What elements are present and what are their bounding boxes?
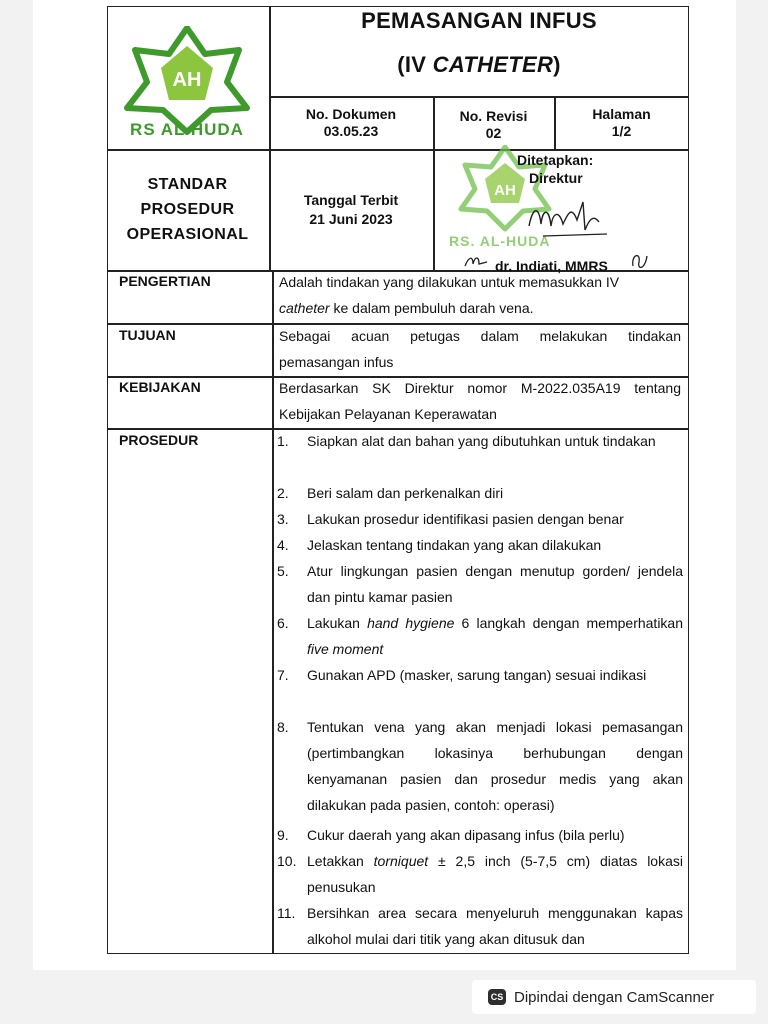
procedure-step: 1. Siapkan alat dan bahan yang dibutuhkan untuk tindakan	[277, 433, 656, 449]
procedure-step: 11. Bersihkan area secara menyeluruh menggunakan kapas alkohol mulai dari titik yang akan ditusuk dan	[277, 905, 683, 947]
doc-number-label: No. Dokumen	[305, 106, 397, 122]
procedure-step: 6. Lakukan hand hygiene 6 langkah dengan memperhatikan five moment	[277, 615, 683, 657]
procedure-step: 8. Tentukan vena yang akan menjadi lokasi pemasangan (pertimbangkan lokasinya berhubungan dengan kenyamanan pasien dan prosedur medis yang akan dilakukan pada pasien, contoh: operasi)	[277, 719, 683, 813]
pengertian-text: Adalah tindakan yang dilakukan untuk memasukkan IV catheter ke dalam pembuluh darah vena.	[279, 274, 620, 316]
procedure-step: 3. Lakukan prosedur identifikasi pasien dengan benar	[277, 511, 624, 527]
svg-text:AH: AH	[172, 69, 202, 91]
director-signature	[523, 196, 613, 242]
page-value: 1/2	[611, 123, 632, 139]
pengertian-label: PENGERTIAN	[119, 273, 211, 289]
svg-text:AH: AH	[494, 182, 516, 199]
camscanner-watermark	[472, 980, 756, 1014]
procedure-step: 2. Beri salam dan perkenalkan diri	[277, 485, 504, 501]
kebijakan-text: Berdasarkan SK Direktur nomor M-2022.035A19 tentang Kebijakan Pelayanan Keperawatan	[279, 380, 681, 422]
procedure-step: 5. Atur lingkungan pasien dengan menutup gorden/ jendela dan pintu kamar pasien	[277, 563, 683, 605]
procedure-step: 9. Cukur daerah yang akan dipasang infus (bila perlu)	[277, 827, 625, 843]
approved-label: Ditetapkan:	[517, 152, 594, 168]
kebijakan-label: KEBIJAKAN	[119, 379, 201, 395]
director-name: dr. Indiati, MMRS	[495, 258, 608, 274]
page-label: Halaman	[592, 106, 651, 122]
tujuan-label: TUJUAN	[119, 327, 176, 343]
procedure-step: 4. Jelaskan tentang tindakan yang akan dilakukan	[277, 537, 602, 553]
document-subtitle: (IV CATHETER)	[397, 52, 561, 77]
prosedur-label: PROSEDUR	[119, 432, 199, 448]
procedure-step: 7. Gunakan APD (masker, sarung tangan) sesuai indikasi	[277, 667, 647, 683]
stamp-text: RS. AL-HUDA	[449, 233, 551, 249]
scanned-page	[33, 0, 736, 970]
revision-label: No. Revisi	[459, 108, 528, 124]
procedure-step: 10. Letakkan torniquet ± 2,5 inch (5-7,5 cm) diatas lokasi penusukan	[277, 853, 683, 895]
camscanner-text: Dipindai dengan CamScanner	[514, 988, 715, 1006]
camscanner-logo-icon: CS	[488, 989, 506, 1005]
revision-value: 02	[485, 125, 502, 141]
issue-date-label: Tanggal Terbit	[303, 192, 399, 208]
tujuan-text: Sebagai acuan petugas dalam melakukan tindakan pemasangan infus	[279, 328, 681, 370]
approved-role: Direktur	[529, 170, 583, 186]
sop-heading: STANDAR PROSEDUR OPERASIONAL	[126, 176, 249, 243]
hospital-name: RS AL HUDA	[130, 120, 244, 139]
document-title: PEMASANGAN INFUS	[361, 8, 597, 33]
issue-date-value: 21 Juni 2023	[309, 211, 393, 227]
doc-number-value: 03.05.23	[323, 123, 379, 139]
